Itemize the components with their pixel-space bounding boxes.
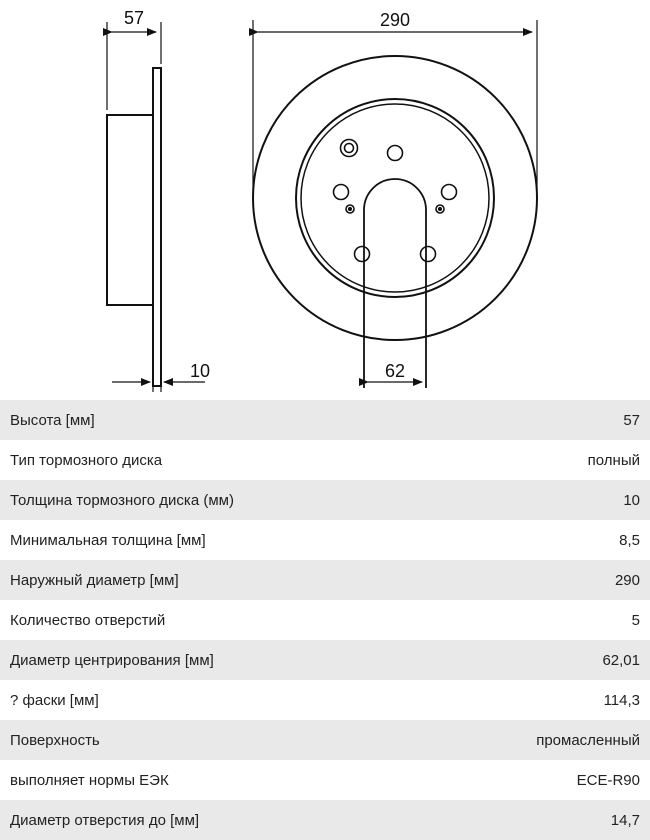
spec-value: полный [587,451,640,469]
dim-center-label: 62 [384,361,406,381]
spec-row [0,520,650,560]
spec-label: Диаметр центрирования [мм] [10,651,214,669]
brake-disc-drawing [0,0,650,400]
spec-value: 57 [623,411,640,429]
disc-front-view [253,20,537,388]
spec-value: промасленный [536,731,640,749]
spec-value: 290 [614,571,640,589]
spec-value: 14,7 [610,811,640,829]
dim-width-label: 57 [123,8,145,28]
spec-label: Толщина тормозного диска (мм) [10,491,234,509]
spec-value: 5 [631,611,640,629]
spec-value: 114,3 [603,691,640,709]
spec-label: Наружный диаметр [мм] [10,571,179,589]
spec-label: Диаметр отверстия до [мм] [10,811,200,829]
spec-value: 62,01 [602,651,640,669]
spec-value: ECE-R90 [576,771,640,789]
spec-label: ? фаски [мм] [10,691,99,709]
spec-label: Высота [мм] [10,411,95,429]
specs-table [0,400,650,840]
spec-row [0,800,650,840]
spec-label: Тип тормозного диска [10,451,163,469]
spec-label: Поверхность [10,731,100,749]
dim-diameter-label: 290 [379,10,411,30]
spec-label: выполняет нормы ЕЭК [10,771,169,789]
spec-row [0,440,650,480]
spec-row [0,600,650,640]
spec-value: 8,5 [619,531,640,549]
dim-width-57 [112,8,156,32]
dim-thickness-label: 10 [189,361,211,381]
spec-row [0,640,650,680]
spec-row [0,560,650,600]
spec-value: 10 [623,491,640,509]
spec-label: Минимальная толщина [мм] [10,531,206,549]
spec-row [0,680,650,720]
spec-label: Количество отверстий [10,611,166,629]
spec-row [0,480,650,520]
disc-side-view [107,22,161,392]
spec-row [0,720,650,760]
dim-diameter-290 [258,10,532,32]
spec-row [0,400,650,440]
dim-center-62 [368,361,422,382]
spec-row [0,760,650,800]
